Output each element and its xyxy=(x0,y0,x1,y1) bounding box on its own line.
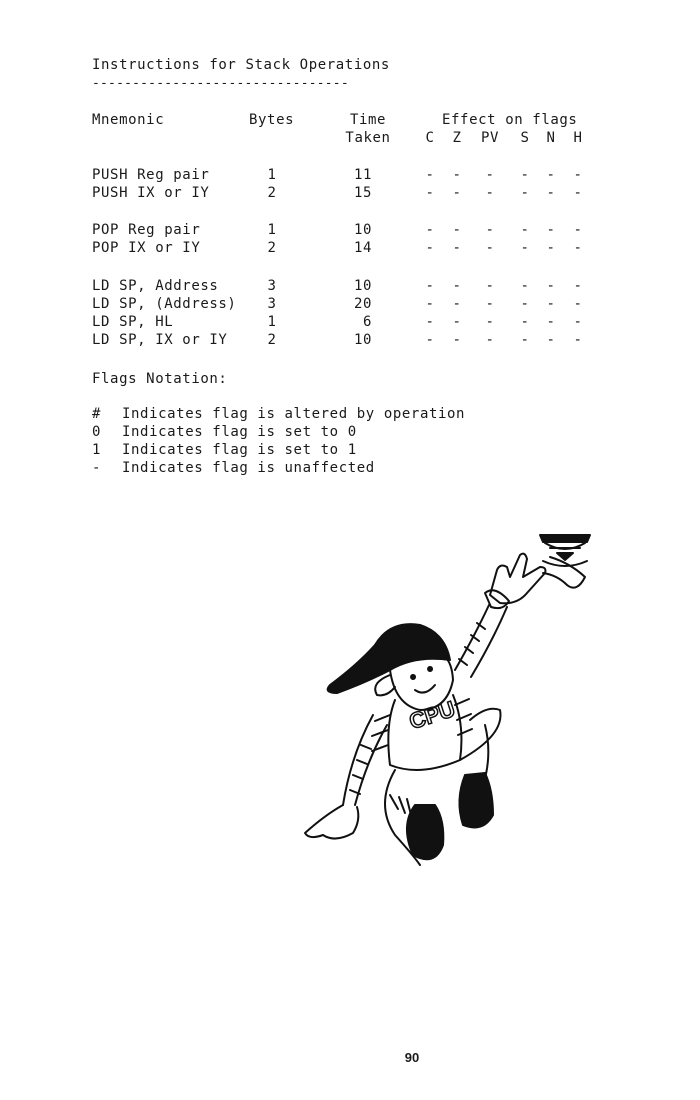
row-flag-s: - xyxy=(520,296,530,312)
notation-symbol: 1 xyxy=(92,442,102,458)
row-flag-n: - xyxy=(546,332,556,348)
row-flag-s: - xyxy=(520,222,530,238)
row-flag-s: - xyxy=(520,240,530,256)
page-number: 90 xyxy=(404,1050,420,1065)
row-mnemonic: PUSH Reg pair xyxy=(92,167,210,183)
row-flag-n: - xyxy=(546,314,556,330)
notation-text: Indicates flag is set to 0 xyxy=(122,424,357,440)
row-time: 6 xyxy=(362,314,372,330)
page-title: Instructions for Stack Operations xyxy=(92,57,390,73)
row-flag-z: - xyxy=(452,278,462,294)
row-mnemonic: LD SP, IX or IY xyxy=(92,332,228,348)
row-mnemonic: PUSH IX or IY xyxy=(92,185,210,201)
row-mnemonic: LD SP, HL xyxy=(92,314,174,330)
flag-header-h: H xyxy=(573,130,583,146)
row-time: 14 xyxy=(353,240,372,256)
row-flag-c: - xyxy=(425,278,435,294)
header-mnemonic: Mnemonic xyxy=(92,112,165,128)
row-flag-z: - xyxy=(452,332,462,348)
flag-header-pv: PV xyxy=(480,130,500,146)
notation-text: Indicates flag is unaffected xyxy=(122,460,375,476)
row-bytes: 1 xyxy=(267,314,277,330)
header-bytes: Bytes xyxy=(249,112,295,128)
row-flag-c: - xyxy=(425,185,435,201)
row-time: 10 xyxy=(353,332,372,348)
title-underline: -------------------------------- xyxy=(92,76,349,91)
row-flag-pv: - xyxy=(485,278,495,294)
row-flag-c: - xyxy=(425,240,435,256)
row-mnemonic: LD SP, Address xyxy=(92,278,219,294)
flag-header-c: C xyxy=(425,130,435,146)
row-flag-h: - xyxy=(573,167,583,183)
row-bytes: 3 xyxy=(267,296,277,312)
row-flag-n: - xyxy=(546,185,556,201)
row-flag-n: - xyxy=(546,167,556,183)
notation-text: Indicates flag is altered by operation xyxy=(122,406,466,422)
notation-text: Indicates flag is set to 1 xyxy=(122,442,357,458)
row-mnemonic: LD SP, (Address) xyxy=(92,296,237,312)
row-flag-pv: - xyxy=(485,296,495,312)
notation-symbol: - xyxy=(92,460,102,476)
row-time: 10 xyxy=(353,278,372,294)
flag-header-n: N xyxy=(546,130,556,146)
cpu-shirt-label: CPU xyxy=(406,696,459,735)
row-flag-z: - xyxy=(452,296,462,312)
row-flag-s: - xyxy=(520,167,530,183)
flag-header-z: Z xyxy=(452,130,462,146)
row-flag-h: - xyxy=(573,296,583,312)
row-flag-n: - xyxy=(546,240,556,256)
row-flag-c: - xyxy=(425,332,435,348)
header-time-line2: Taken xyxy=(345,130,391,146)
row-flag-pv: - xyxy=(485,240,495,256)
row-flag-pv: - xyxy=(485,332,495,348)
row-flag-h: - xyxy=(573,314,583,330)
row-flag-pv: - xyxy=(485,314,495,330)
row-flag-h: - xyxy=(573,185,583,201)
row-flag-c: - xyxy=(425,167,435,183)
row-flag-h: - xyxy=(573,222,583,238)
cpu-character-illustration xyxy=(295,515,600,890)
row-mnemonic: POP Reg pair xyxy=(92,222,201,238)
row-bytes: 2 xyxy=(267,240,277,256)
flag-header-s: S xyxy=(520,130,530,146)
row-flag-n: - xyxy=(546,296,556,312)
row-bytes: 2 xyxy=(267,332,277,348)
row-flag-h: - xyxy=(573,240,583,256)
notation-symbol: # xyxy=(92,406,102,422)
row-flag-n: - xyxy=(546,222,556,238)
row-flag-c: - xyxy=(425,314,435,330)
row-flag-pv: - xyxy=(485,222,495,238)
row-flag-z: - xyxy=(452,222,462,238)
header-time-line1: Time xyxy=(349,112,387,128)
spinning-top-icon xyxy=(540,535,590,566)
header-effect-on-flags: Effect on flags xyxy=(442,112,578,128)
row-flag-z: - xyxy=(452,167,462,183)
row-flag-s: - xyxy=(520,185,530,201)
row-bytes: 3 xyxy=(267,278,277,294)
row-flag-z: - xyxy=(452,240,462,256)
row-time: 20 xyxy=(353,296,372,312)
row-flag-s: - xyxy=(520,278,530,294)
notation-symbol: 0 xyxy=(92,424,102,440)
notation-heading: Flags Notation: xyxy=(92,371,228,387)
row-bytes: 2 xyxy=(267,185,277,201)
row-time: 15 xyxy=(353,185,372,201)
row-flag-s: - xyxy=(520,314,530,330)
row-flag-n: - xyxy=(546,278,556,294)
row-flag-pv: - xyxy=(485,185,495,201)
row-flag-pv: - xyxy=(485,167,495,183)
row-flag-s: - xyxy=(520,332,530,348)
row-time: 10 xyxy=(353,222,372,238)
row-flag-z: - xyxy=(452,314,462,330)
row-bytes: 1 xyxy=(267,222,277,238)
row-bytes: 1 xyxy=(267,167,277,183)
row-time: 11 xyxy=(353,167,372,183)
row-flag-c: - xyxy=(425,222,435,238)
row-mnemonic: POP IX or IY xyxy=(92,240,201,256)
row-flag-c: - xyxy=(425,296,435,312)
row-flag-h: - xyxy=(573,278,583,294)
row-flag-z: - xyxy=(452,185,462,201)
row-flag-h: - xyxy=(573,332,583,348)
